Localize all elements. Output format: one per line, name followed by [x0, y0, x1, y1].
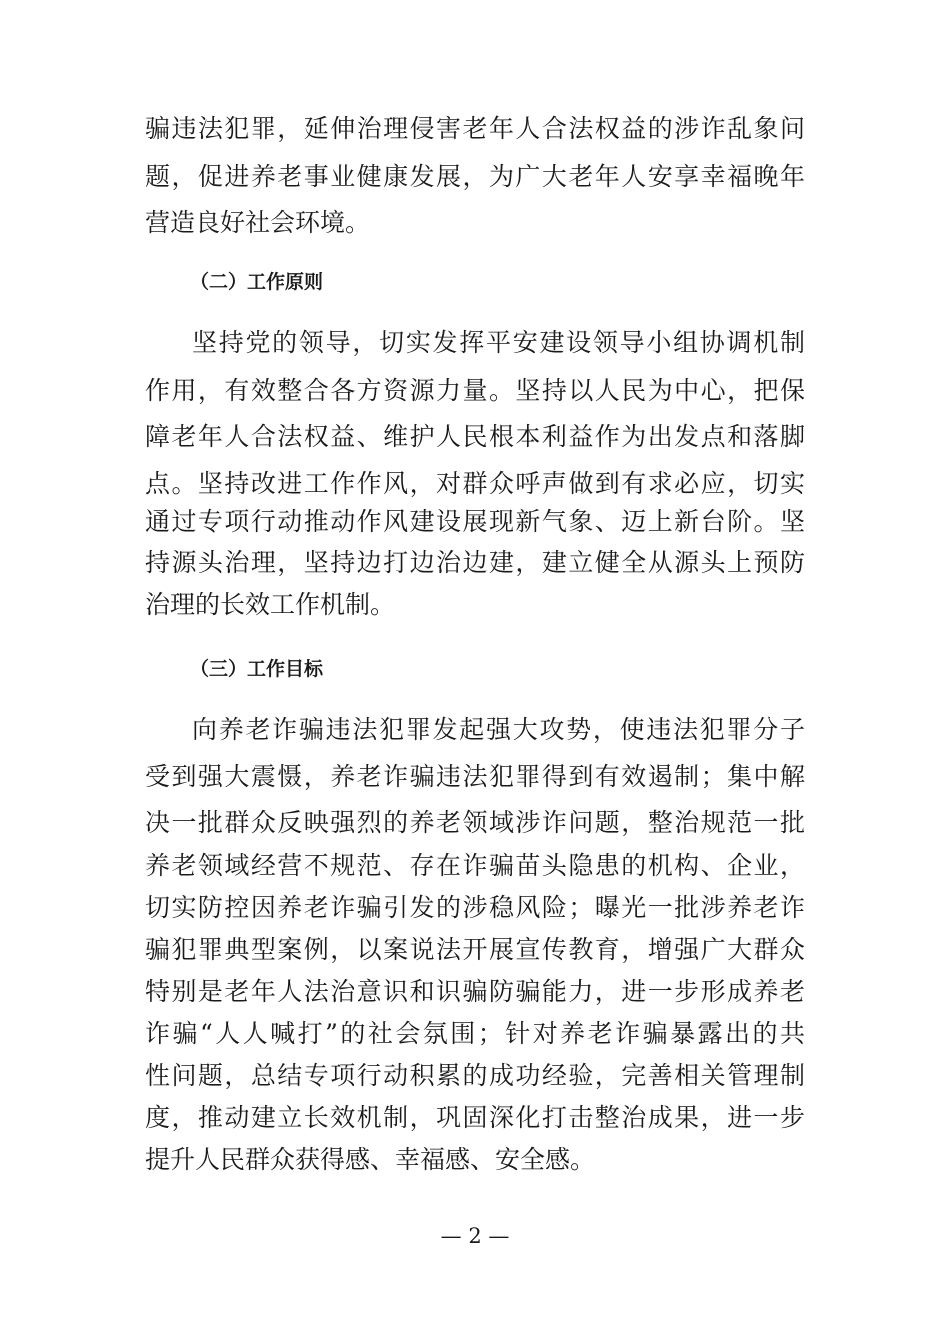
paragraph-line: 向养老诈骗违法犯罪发起强大攻势，使违法犯罪分子: [192, 715, 805, 744]
paragraph-line: 特别是老年人法治意识和识骗防骗能力，进一步形成养老: [145, 977, 805, 1006]
paragraph-line: 度，推动建立长效机制，巩固深化打击整治成果，进一步: [145, 1103, 805, 1132]
section-heading-goals: （三）工作目标: [190, 658, 324, 680]
paragraph-line: 点。坚持改进工作作风，对群众呼声做到有求必应，切实: [145, 469, 805, 498]
paragraph-line: 决一批群众反映强烈的养老领域涉诈问题，整治规范一批: [145, 808, 805, 837]
paragraph-line: 骗犯罪典型案例，以案说法开展宣传教育，增强广大群众: [145, 935, 805, 964]
paragraph-line: 提升人民群众获得感、幸福感、安全感。: [145, 1145, 596, 1174]
paragraph-line: 营造良好社会环境。: [145, 208, 371, 237]
paragraph-line: 坚持党的领导，切实发挥平安建设领导小组协调机制: [192, 328, 805, 357]
page-number: — 2 —: [440, 1224, 510, 1248]
paragraph-line: 切实防控因养老诈骗引发的涉稳风险；曝光一批涉养老诈: [145, 893, 805, 922]
paragraph-line: 题，促进养老事业健康发展，为广大老年人安享幸福晚年: [145, 162, 805, 191]
paragraph-line: 障老年人合法权益、维护人民根本利益作为出发点和落脚: [145, 422, 805, 451]
paragraph-line: 治理的长效工作机制。: [145, 590, 396, 619]
paragraph-line: 养老领域经营不规范、存在诈骗苗头隐患的机构、企业，: [145, 851, 805, 880]
paragraph-line: 性问题，总结专项行动积累的成功经验，完善相关管理制: [145, 1061, 805, 1090]
paragraph-line: 诈骗“人人喊打”的社会氛围；针对养老诈骗暴露出的共: [145, 1019, 805, 1048]
paragraph-line: 受到强大震慑，养老诈骗违法犯罪得到有效遏制；集中解: [145, 762, 805, 791]
paragraph-line: 骗违法犯罪，延伸治理侵害老年人合法权益的涉诈乱象问: [145, 114, 805, 143]
paragraph-line: 作用，有效整合各方资源力量。坚持以人民为中心，把保: [145, 376, 805, 405]
section-heading-principles: （二）工作原则: [190, 271, 324, 293]
paragraph-line: 持源头治理，坚持边打边治边建，建立健全从源头上预防: [145, 548, 805, 577]
paragraph-line: 通过专项行动推动作风建设展现新气象、迈上新台阶。坚: [145, 507, 805, 536]
